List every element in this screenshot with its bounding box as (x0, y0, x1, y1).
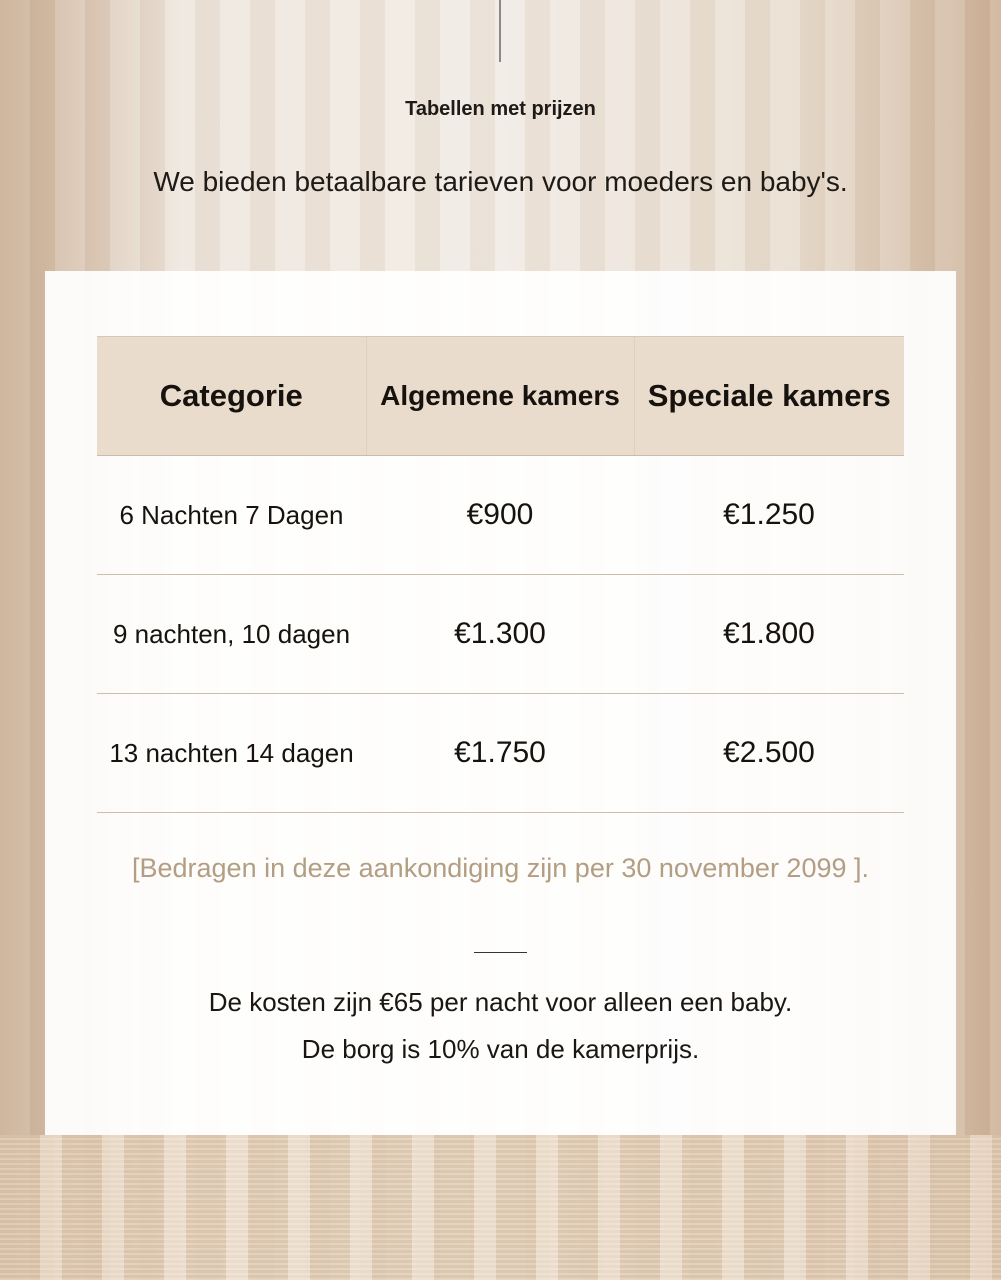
header-special-rooms: Speciale kamers (634, 337, 904, 456)
top-divider-line (499, 0, 501, 62)
table-row (97, 694, 904, 813)
header-general-rooms: Algemene kamers (366, 337, 634, 456)
deposit-text: De borg is 10% van de kamerprijs. (301, 1034, 700, 1064)
table-row (97, 575, 904, 694)
table-header-row (97, 337, 904, 456)
price-date-note: [Bedragen in deze aankondiging zijn per 30 november 2099 ]. (131, 853, 869, 883)
price-card (45, 271, 956, 1135)
row-special-price: €2.500 (634, 694, 904, 813)
row-category: 13 nachten 14 dagen (97, 694, 366, 813)
section-headline: We bieden betaalbare tarieven voor moeders en baby's. (153, 166, 848, 197)
row-category: 6 Nachten 7 Dagen (97, 456, 366, 575)
row-special-price: €1.800 (634, 575, 904, 694)
background-bottom-decoration (0, 1135, 1001, 1280)
table-row (97, 456, 904, 575)
row-general-price: €1.300 (366, 575, 634, 694)
row-special-price: €1.250 (634, 456, 904, 575)
row-general-price: €1.750 (366, 694, 634, 813)
row-general-price: €900 (366, 456, 634, 575)
section-eyebrow: Tabellen met prijzen (405, 98, 596, 120)
short-divider (474, 952, 527, 953)
row-category: 9 nachten, 10 dagen (97, 575, 366, 694)
header-category: Categorie (97, 337, 366, 456)
price-table (97, 336, 904, 813)
baby-only-cost-text: De kosten zijn €65 per nacht voor alleen een baby. (208, 987, 793, 1017)
